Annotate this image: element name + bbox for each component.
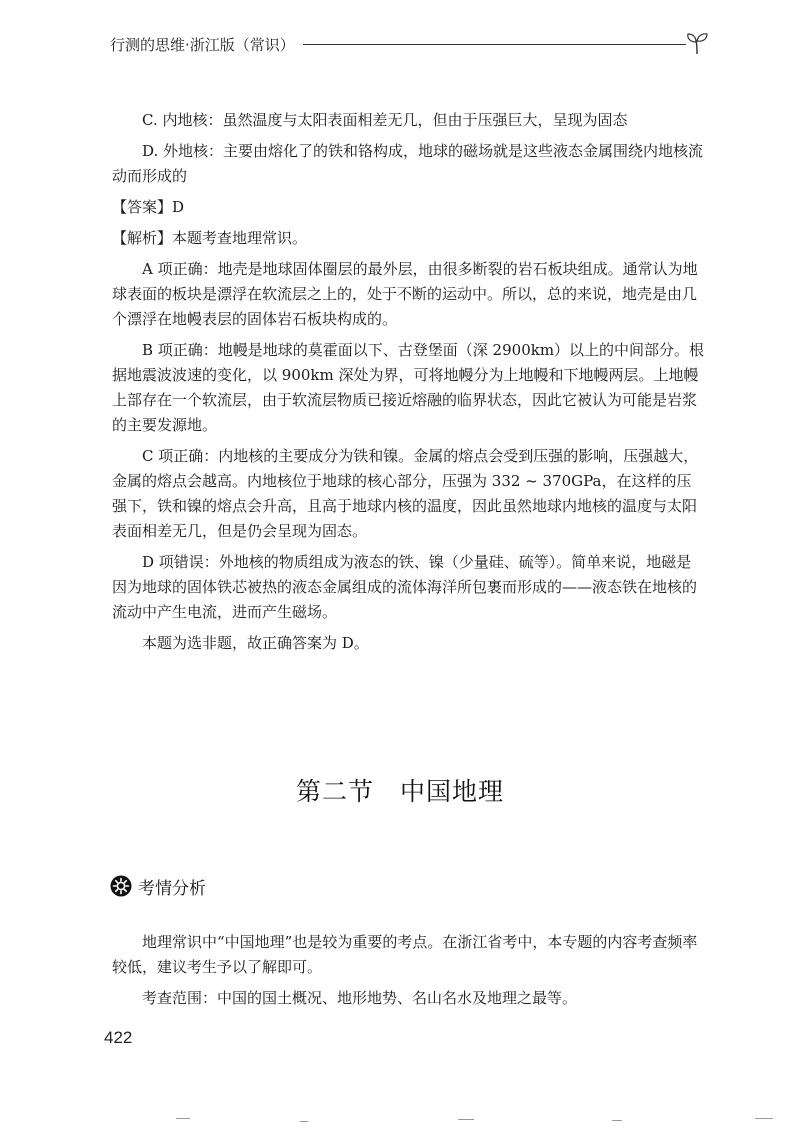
scan-artifact: [300, 1121, 308, 1122]
page-header: [110, 30, 710, 60]
exam-analysis-heading: [110, 872, 206, 900]
exam-scope-paragraph: 考查范围：中国的国土概况、地形地势、名山名水及地理之最等。: [142, 989, 578, 1007]
exam-analysis-body: [112, 930, 706, 1011]
gear-icon: [110, 875, 132, 897]
scan-artifact: [755, 1118, 773, 1119]
analysis-intro: 【解析】本题考查地理常识。: [112, 229, 308, 247]
scan-artifact: [612, 1120, 622, 1121]
page-number: 422: [104, 1028, 133, 1047]
section-title: 第二节 中国地理: [295, 777, 504, 806]
scan-artifact: [176, 1118, 190, 1119]
exam-analysis-paragraph: 地理常识中“中国地理”也是较为重要的考点。在浙江省考中，本专题的内容考查频率较低，建议考生予以了解即可。: [112, 933, 698, 976]
answer: 【答案】D: [112, 198, 185, 216]
analysis-b: B 项正确：地幔是地球的莫霍面以下、古登堡面（深 2900km）以上的中间部分。根据地震波波速的变化，以 900km 深处为界，可将地幔分为上地幔和下地幔两层。上地幔上部存在一个软流层，由于软流层物质已接近熔融的临界状态，因此它被认为可能是岩浆的主要发源地。: [112, 341, 705, 434]
sprout-icon: [684, 30, 710, 56]
scan-artifact: [458, 1119, 474, 1120]
analysis-conclusion: 本题为选非题，故正确答案为 D。: [142, 634, 369, 652]
exam-analysis-title: 考情分析: [138, 878, 206, 899]
analysis-a: A 项正确：地壳是地球固体圈层的最外层，由很多断裂的岩石板块组成。通常认为地球表面的板块是漂浮在软流层之上的，处于不断的运动中。所以，总的来说，地壳是由几个漂浮在地幔表层的固体岩石板块构成的。: [112, 260, 698, 328]
header-title: 行测的思维·浙江版（常识）: [110, 34, 303, 55]
option-d: D. 外地核：主要由熔化了的铁和铬构成，地球的磁场就是这些液态金属围绕内地核流动而形成的: [112, 142, 704, 185]
analysis-c: C 项正确：内地核的主要成分为铁和镍。金属的熔点会受到压强的影响，压强越大，金属的熔点会越高。内地核位于地球的核心部分，压强为 332 ~ 370GPa，在这样的压强下，铁和镍的熔点会升高，且高于地球内核的温度，因此虽然地球内地核的温度与太阳表面相差无几，但是仍会呈现为固态。: [112, 447, 699, 540]
option-c: C. 内地核：虽然温度与太阳表面相差无几，但由于压强巨大，呈现为固态: [142, 111, 628, 129]
header-rule: [290, 44, 686, 45]
question-options: [112, 108, 706, 656]
analysis-d: D 项错误：外地核的物质组成为液态的铁、镍（少量硅、硫等）。简单来说，地磁是因为地球的固体铁芯被热的液态金属组成的流体海洋所包裹而形成的——液态铁在地核的流动中产生电流，进而产生磁场。: [112, 553, 698, 621]
